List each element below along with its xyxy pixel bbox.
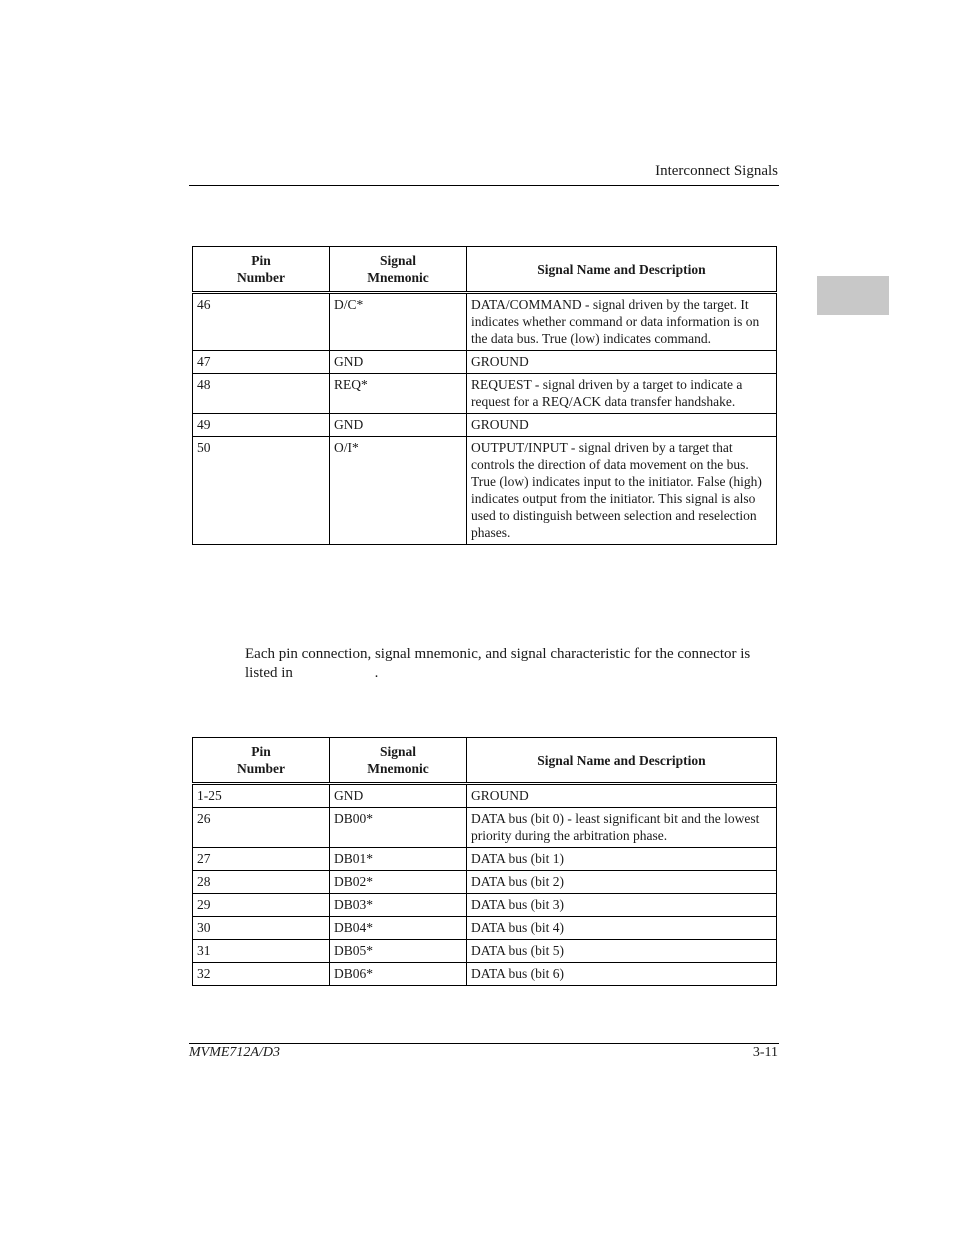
col-header-pin-number xyxy=(193,247,330,293)
table-row xyxy=(193,940,777,963)
table-row xyxy=(193,351,777,374)
table-row xyxy=(193,808,777,848)
col-header-signal-mnemonic xyxy=(330,738,467,784)
description-cell: GROUND xyxy=(467,784,777,808)
document-id: MVME712A/D3 xyxy=(189,1045,280,1060)
table-row xyxy=(193,414,777,437)
table-row xyxy=(193,871,777,894)
description-cell: DATA bus (bit 5) xyxy=(467,940,777,963)
pin-cell: 48 xyxy=(193,374,330,414)
table-row xyxy=(193,917,777,940)
chapter-tab xyxy=(817,276,889,315)
mnemonic-cell: O/I* xyxy=(330,437,467,545)
col-header-text: Signal Name and Description xyxy=(537,261,706,277)
description-cell: DATA bus (bit 1) xyxy=(467,848,777,871)
pin-cell: 30 xyxy=(193,917,330,940)
table-row xyxy=(193,963,777,986)
pin-cell: 29 xyxy=(193,894,330,917)
paragraph-text: Each pin connection, signal mnemonic, and signal characteristic for the connector is listed in xyxy=(245,646,751,681)
description-cell: GROUND xyxy=(467,414,777,437)
pin-cell: 28 xyxy=(193,871,330,894)
mnemonic-cell: DB01* xyxy=(330,848,467,871)
mnemonic-cell: GND xyxy=(330,414,467,437)
description-cell: REQUEST - signal driven by a target to indicate a request for a REQ/ACK data transfer handshake. xyxy=(467,374,777,414)
col-header-signal-mnemonic xyxy=(330,247,467,293)
pin-cell: 49 xyxy=(193,414,330,437)
mnemonic-cell: GND xyxy=(330,351,467,374)
mnemonic-cell: DB02* xyxy=(330,871,467,894)
description-cell: DATA bus (bit 6) xyxy=(467,963,777,986)
table-row xyxy=(193,374,777,414)
page-number: 3-11 xyxy=(752,1045,778,1060)
mnemonic-cell: GND xyxy=(330,784,467,808)
description-cell: DATA bus (bit 3) xyxy=(467,894,777,917)
col-header-text: Signal Name and Description xyxy=(537,752,706,768)
footer-rule xyxy=(189,1043,779,1044)
col-header-pin-number xyxy=(193,738,330,784)
description-cell: DATA bus (bit 4) xyxy=(467,917,777,940)
table-row xyxy=(193,848,777,871)
col-header-description xyxy=(467,247,777,293)
mnemonic-cell: REQ* xyxy=(330,374,467,414)
pin-cell: 31 xyxy=(193,940,330,963)
description-cell: GROUND xyxy=(467,351,777,374)
col-header-text: Pin Number xyxy=(237,253,285,285)
pin-cell: 27 xyxy=(193,848,330,871)
running-header: Interconnect Signals xyxy=(655,163,778,179)
paragraph-end: . xyxy=(374,665,379,681)
table-row xyxy=(193,784,777,808)
col-header-text: Pin Number xyxy=(237,744,285,776)
description-cell: DATA bus (bit 2) xyxy=(467,871,777,894)
description-cell: OUTPUT/INPUT - signal driven by a target that controls the direction of data movement on the bus. True (low) indicates input to the initiator. False (high) indicates output from the initiator. This signal is also used to distinguish between selection and reselection phases. xyxy=(467,437,777,545)
mnemonic-cell: DB00* xyxy=(330,808,467,848)
table-row xyxy=(193,293,777,351)
mnemonic-cell: DB05* xyxy=(330,940,467,963)
pin-cell: 26 xyxy=(193,808,330,848)
body-paragraph xyxy=(245,645,765,683)
table-row xyxy=(193,437,777,545)
col-header-text: Signal Mnemonic xyxy=(367,253,429,285)
pin-cell: 50 xyxy=(193,437,330,545)
description-cell: DATA/COMMAND - signal driven by the target. It indicates whether command or data information is on the data bus. True (low) indicates command. xyxy=(467,293,777,351)
mnemonic-cell: DB03* xyxy=(330,894,467,917)
mnemonic-cell: DB06* xyxy=(330,963,467,986)
header-rule xyxy=(189,185,779,186)
pin-cell: 47 xyxy=(193,351,330,374)
signal-table-2 xyxy=(192,737,777,986)
mnemonic-cell: DB04* xyxy=(330,917,467,940)
description-cell: DATA bus (bit 0) - least significant bit and the lowest priority during the arbitration phase. xyxy=(467,808,777,848)
col-header-description xyxy=(467,738,777,784)
signal-table-1 xyxy=(192,246,777,545)
pin-cell: 32 xyxy=(193,963,330,986)
table-row xyxy=(193,894,777,917)
pin-cell: 1-25 xyxy=(193,784,330,808)
col-header-text: Signal Mnemonic xyxy=(367,744,429,776)
pin-cell: 46 xyxy=(193,293,330,351)
mnemonic-cell: D/C* xyxy=(330,293,467,351)
